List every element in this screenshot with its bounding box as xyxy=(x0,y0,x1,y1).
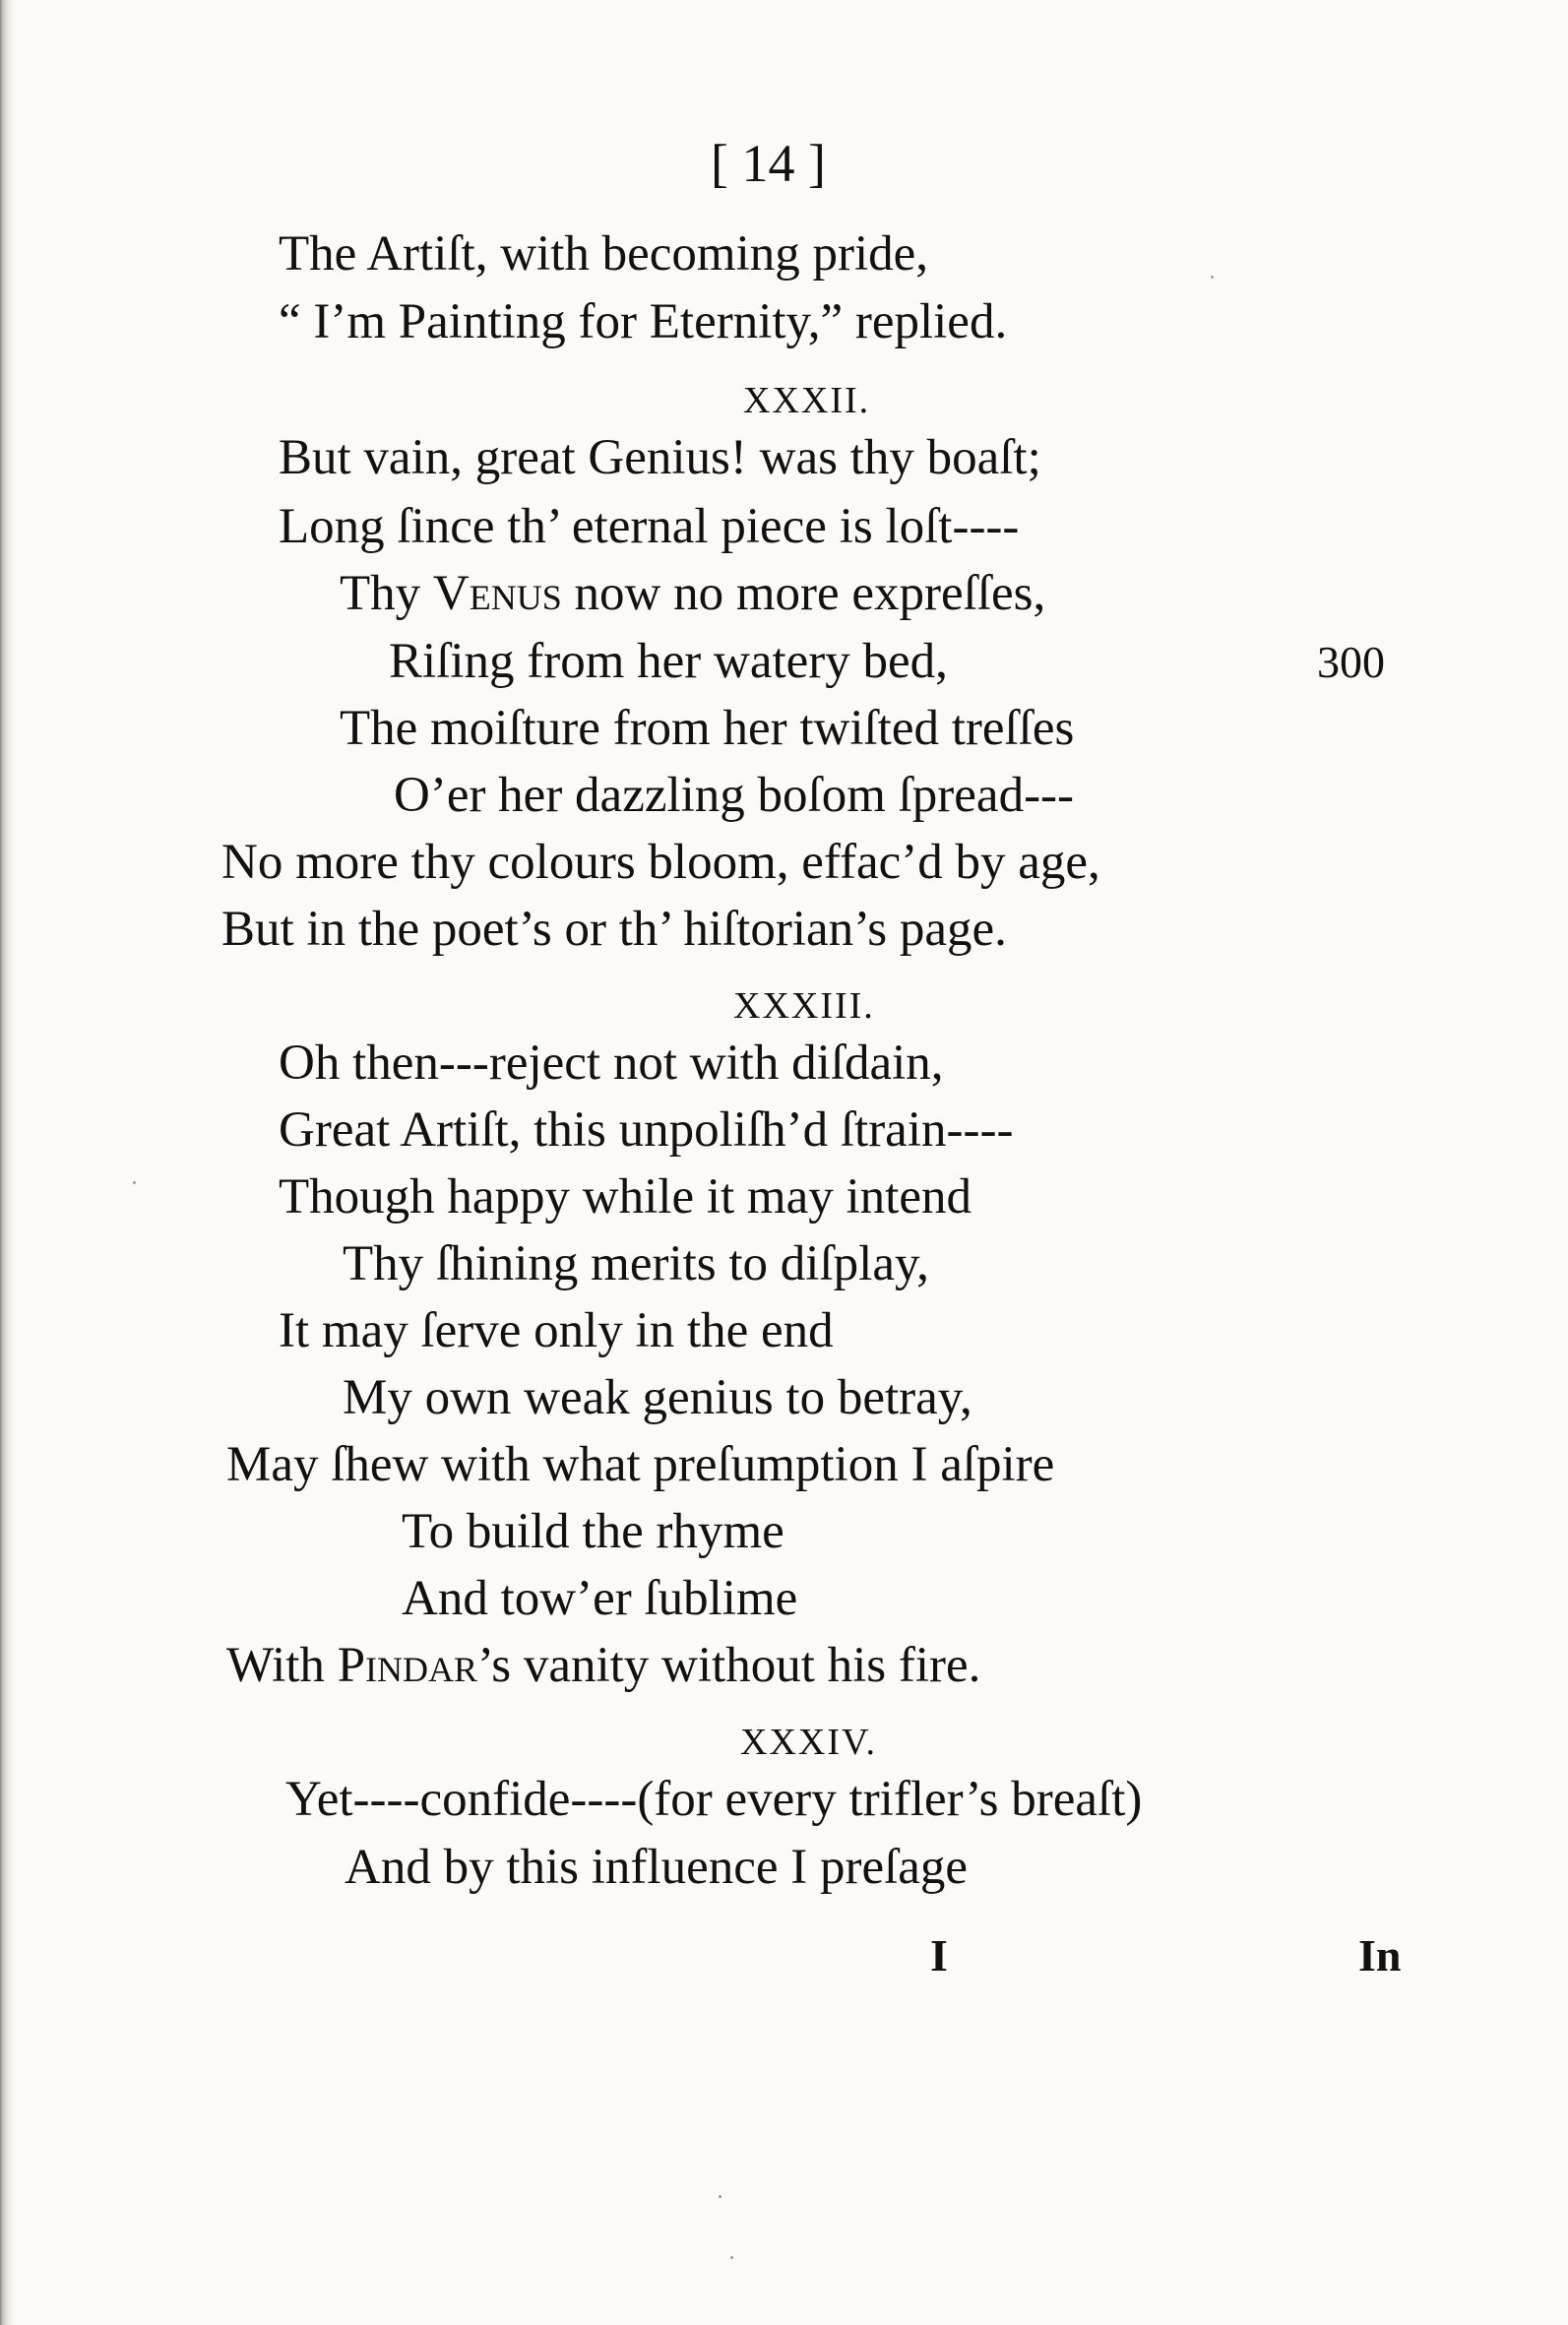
text-segment: Thy xyxy=(340,566,433,621)
poem-line: And by this influence I preſage xyxy=(345,1840,969,1895)
name-venus: Venus xyxy=(432,566,562,621)
poem-line: And tow’er ſublime xyxy=(402,1571,798,1626)
line-number: 300 xyxy=(1317,637,1385,687)
page-gutter-shadow xyxy=(0,0,14,2325)
poem-line xyxy=(226,1636,980,1695)
poem-line: Though happy while it may intend xyxy=(279,1169,972,1225)
poem-line xyxy=(340,564,1045,623)
poem-line: It may ſerve only in the end xyxy=(279,1303,834,1358)
poem-line: “ I’m Painting for Eternity,” replied. xyxy=(279,294,1008,349)
signature-mark: I xyxy=(930,1930,948,1980)
page-number: [ 14 ] xyxy=(711,134,826,193)
name-pindar: Pindar xyxy=(337,1638,478,1693)
paper-speck xyxy=(730,2256,733,2259)
poem-line: But vain, great Genius! was thy boaſt; xyxy=(279,430,1041,485)
paper-speck xyxy=(1211,276,1214,279)
poem-line: Thy ſhining merits to diſplay, xyxy=(343,1236,929,1291)
poem-line: Riſing from her watery bed, xyxy=(389,634,948,689)
poem-line: To build the rhyme xyxy=(402,1504,784,1559)
text-segment: now no more expreſſes, xyxy=(561,566,1046,621)
poem-line: O’er her dazzling boſom ſpread--- xyxy=(394,768,1075,823)
text-segment: ’s vanity without his fire. xyxy=(477,1638,981,1693)
poem-line: Yet----confide----(for every trifler’s breaſt) xyxy=(285,1772,1143,1827)
text-segment: With xyxy=(226,1638,338,1693)
poem-line: No more thy colours bloom, effac’d by age, xyxy=(221,835,1100,890)
stanza-heading: XXXIII. xyxy=(733,985,875,1027)
stanza-heading: XXXII. xyxy=(743,380,871,421)
poem-line: But in the poet’s or th’ hiſtorian’s page. xyxy=(221,902,1007,957)
poem-line: May ſhew with what preſumption I aſpire xyxy=(226,1437,1055,1492)
stanza-heading: XXXIV. xyxy=(740,1722,878,1763)
poem-line: Long ſince th’ eternal piece is loſt---- xyxy=(279,499,1020,554)
poem-line: The moiſture from her twiſted treſſes xyxy=(340,701,1075,756)
paper-speck xyxy=(133,1181,136,1184)
poem-line: My own weak genius to betray, xyxy=(343,1370,972,1425)
poem-line: Oh then---reject not with diſdain, xyxy=(279,1036,944,1091)
poem-line: Great Artiſt, this unpoliſh’d ſtrain---- xyxy=(279,1102,1014,1158)
catchword: In xyxy=(1358,1930,1402,1980)
paper-speck xyxy=(719,2195,721,2198)
poem-line: The Artiſt, with becoming pride, xyxy=(279,226,929,282)
